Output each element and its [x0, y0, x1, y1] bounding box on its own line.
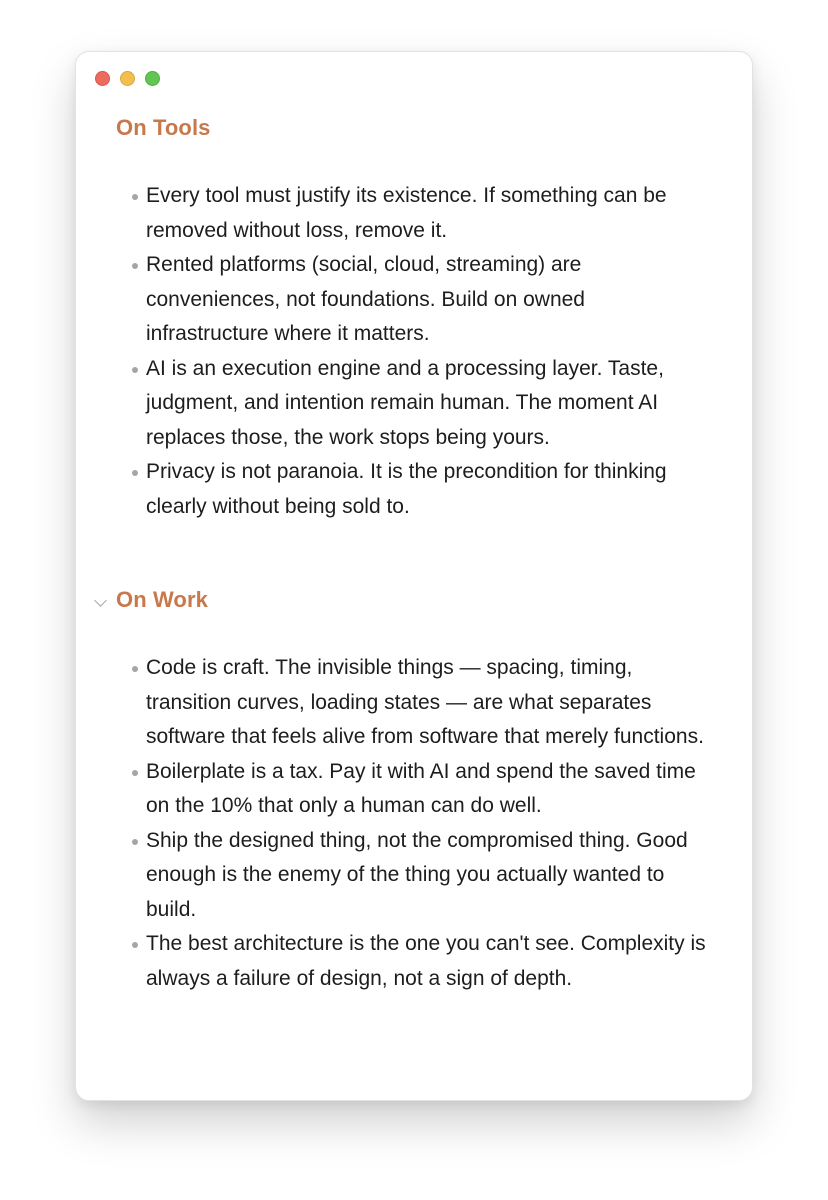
list-item-text: Every tool must justify its existence. If something can be removed without loss, remove it. — [146, 184, 667, 242]
note-window — [75, 51, 753, 1101]
list-item[interactable] — [146, 179, 706, 248]
list-item[interactable] — [146, 455, 706, 524]
list-item[interactable] — [146, 352, 706, 456]
list-item-text: Ship the designed thing, not the compromised thing. Good enough is the enemy of the thing you actually wanted to build. — [146, 828, 688, 921]
list-item[interactable] — [146, 927, 706, 996]
list-item-text: Rented platforms (social, cloud, streaming) are conveniences, not foundations. Build on owned infrastructure where it matters. — [146, 253, 585, 345]
window-controls — [95, 71, 160, 86]
list-item-text: Boilerplate is a tax. Pay it with AI and spend the saved time on the 10% that only a human can do well. — [146, 759, 696, 817]
section-title: On Tools — [116, 115, 211, 140]
list-item-text: Code is craft. The invisible things — spacing, timing, transition curves, loading states — are what separates software that feels alive from software that merely functions. — [146, 656, 704, 748]
bullet-icon — [132, 194, 138, 200]
list-item[interactable] — [146, 248, 706, 352]
bullet-icon — [132, 770, 138, 776]
bullet-icon — [132, 367, 138, 373]
maximize-button[interactable] — [145, 71, 160, 86]
list-item[interactable] — [146, 651, 706, 755]
section-title: On Work — [116, 587, 208, 612]
section-heading-work[interactable] — [116, 587, 208, 613]
list-item-text: AI is an execution engine and a processing layer. Taste, judgment, and intention remain human. The moment AI replaces those, the work stops being yours. — [146, 356, 664, 449]
bullet-icon — [132, 470, 138, 476]
bullet-list-tools — [146, 179, 706, 524]
list-item[interactable] — [146, 755, 706, 824]
section-heading-tools[interactable] — [116, 115, 211, 141]
bullet-icon — [132, 839, 138, 845]
bullet-icon — [132, 263, 138, 269]
list-item-text: The best architecture is the one you can't see. Complexity is always a failure of design, not a sign of depth. — [146, 932, 706, 990]
close-button[interactable] — [95, 71, 110, 86]
minimize-button[interactable] — [120, 71, 135, 86]
bullet-icon — [132, 666, 138, 672]
bullet-list-work — [146, 651, 706, 996]
list-item[interactable] — [146, 824, 706, 928]
bullet-icon — [132, 942, 138, 948]
list-item-text: Privacy is not paranoia. It is the precondition for thinking clearly without being sold to. — [146, 460, 667, 518]
chevron-down-icon[interactable] — [94, 594, 107, 607]
